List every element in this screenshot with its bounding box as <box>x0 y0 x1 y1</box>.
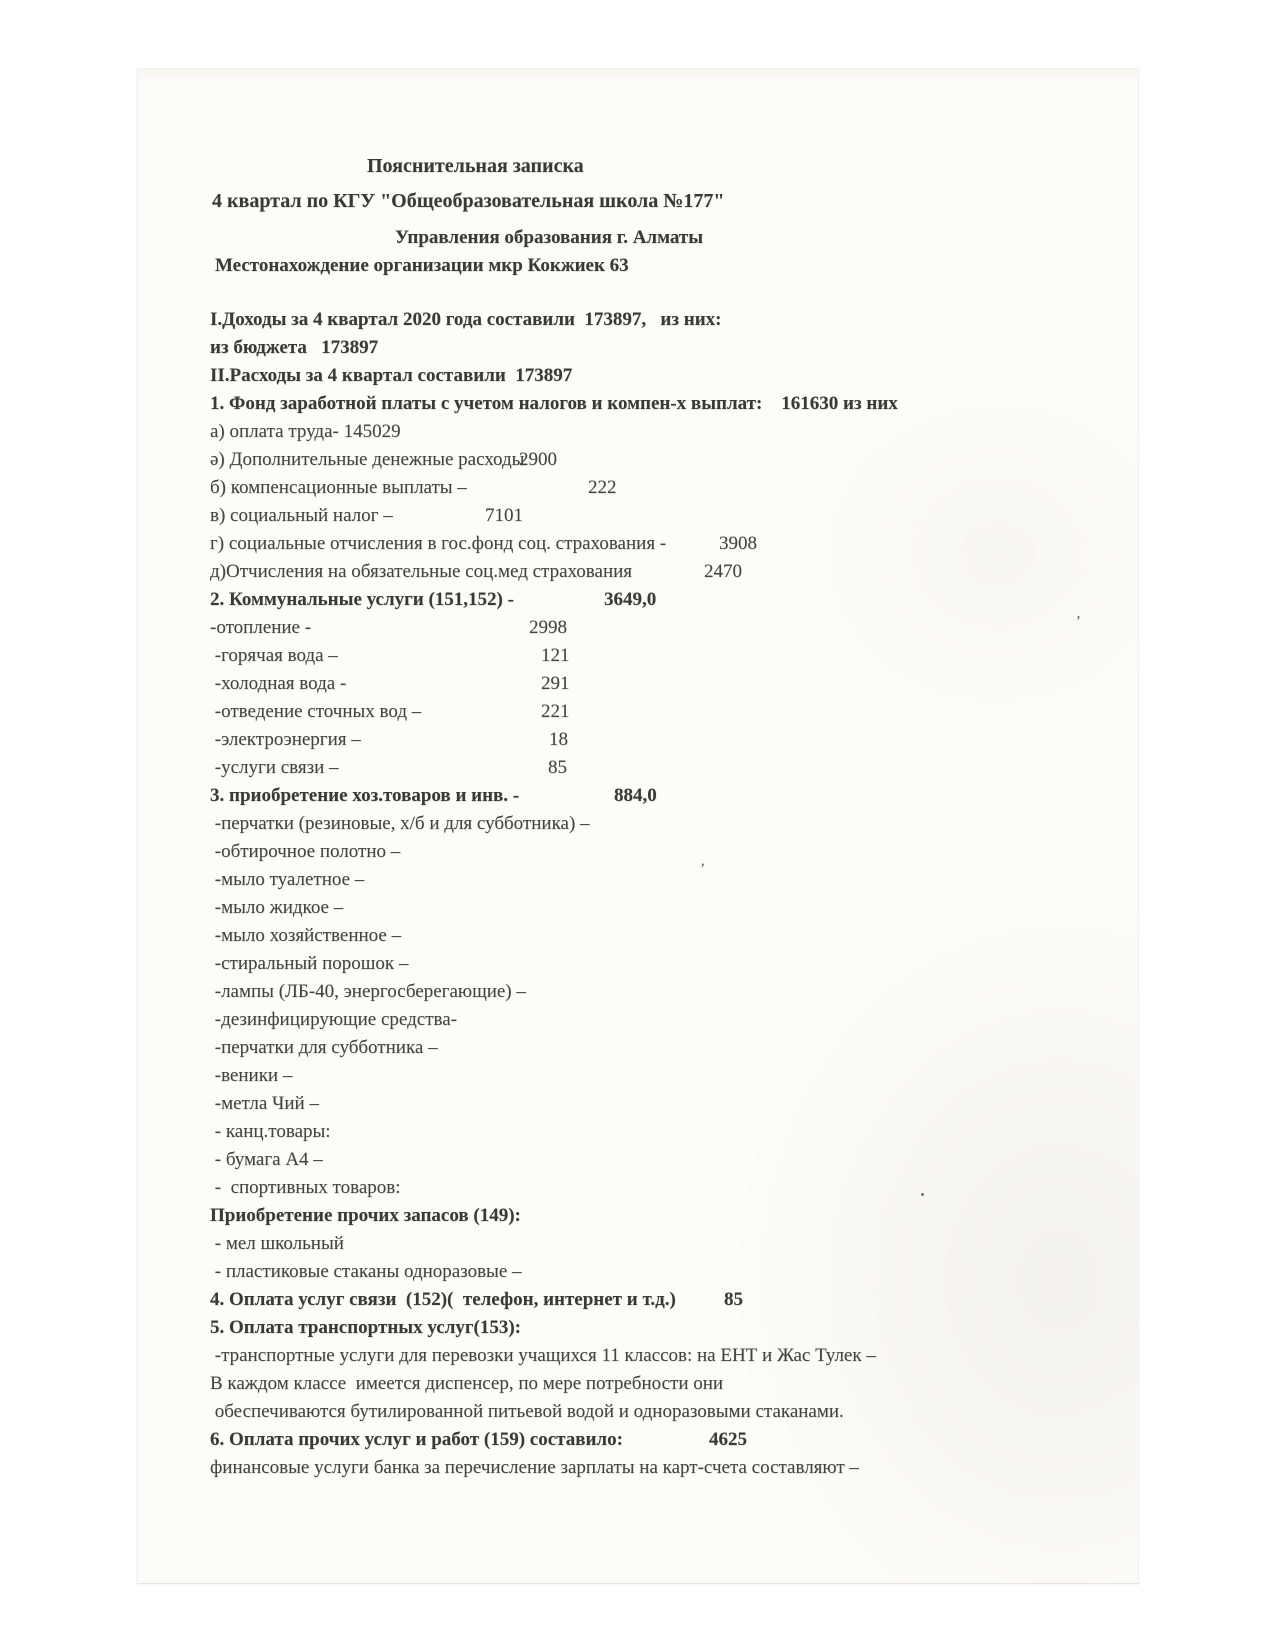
document-line <box>138 558 1138 586</box>
document-line <box>138 306 1138 334</box>
document-line <box>138 1426 1138 1454</box>
line-value: 291 <box>541 673 570 694</box>
line-value: 85 <box>724 1289 743 1310</box>
line-label: -дезинфицирующие средства- <box>210 1009 457 1030</box>
document-line <box>138 446 1138 474</box>
line-label: -стиральный порошок – <box>210 953 409 974</box>
line-label: обеспечиваются бутилированной питьевой водой и одноразовыми стаканами. <box>210 1401 844 1422</box>
document-line <box>138 1062 1138 1090</box>
line-label: -холодная вода - <box>210 673 347 694</box>
line-label: -перчатки (резиновые, х/б и для субботника) – <box>210 813 590 834</box>
line-label: д)Отчисления на обязательные соц.мед страхования <box>210 561 633 582</box>
line-label: -веники – <box>210 1065 293 1086</box>
line-value: 85 <box>548 757 567 778</box>
line-label: -лампы (ЛБ-40, энергосберегающие) – <box>210 981 526 1002</box>
line-label: - мел школьный <box>210 1233 344 1254</box>
line-label: -отопление - <box>210 617 312 638</box>
line-label: -мыло туалетное – <box>210 869 365 890</box>
document-line <box>138 642 1138 670</box>
document-line <box>138 894 1138 922</box>
line-label: -мыло жидкое – <box>210 897 344 918</box>
document-line <box>138 362 1138 390</box>
line-label: -горячая вода – <box>210 645 338 666</box>
document-line <box>138 502 1138 530</box>
line-value: 4625 <box>709 1429 747 1450</box>
document-line <box>138 1006 1138 1034</box>
document-line <box>138 586 1138 614</box>
line-label: I.Доходы за 4 квартал 2020 года составили 173897, из них: <box>210 309 722 330</box>
document-line <box>138 530 1138 558</box>
document-line <box>138 1118 1138 1146</box>
document-line <box>138 390 1138 418</box>
line-value: 7101 <box>485 505 523 526</box>
line-value: 222 <box>588 477 617 498</box>
line-value: 121 <box>541 645 570 666</box>
document-line <box>138 1174 1138 1202</box>
line-label: II.Расходы за 4 квартал составили 173897 <box>210 365 573 386</box>
document-line <box>138 1314 1138 1342</box>
line-label: Приобретение прочих запасов (149): <box>210 1205 521 1226</box>
document-line <box>138 838 1138 869</box>
document-line <box>138 950 1138 978</box>
document-lines <box>138 306 1138 1482</box>
doc-title: Пояснительная записка <box>367 155 584 177</box>
line-label: 6. Оплата прочих услуг и работ (159) составило: <box>210 1429 623 1450</box>
document-line <box>138 1146 1138 1174</box>
line-label: - спортивных товаров: <box>210 1177 401 1198</box>
document-line <box>138 670 1138 698</box>
document-line <box>138 418 1138 446</box>
line-label: -метла Чий – <box>210 1093 319 1114</box>
document-line <box>138 810 1138 838</box>
doc-department: Управления образования г. Алматы <box>395 227 704 248</box>
document-line <box>138 754 1138 782</box>
scan-speck: ’ <box>1076 614 1081 629</box>
doc-location: Местонахождение организации мкр Кокжиек 63 <box>215 255 629 276</box>
line-label: -мыло хозяйственное – <box>210 925 402 946</box>
doc-subtitle: 4 квартал по КГУ "Общеобразовательная школа №177" <box>212 190 725 212</box>
line-label: 2. Коммунальные услуги (151,152) - <box>210 589 514 610</box>
line-label: 5. Оплата транспортных услуг(153): <box>210 1317 521 1338</box>
document-line <box>138 726 1138 754</box>
line-label: - бумага А4 – <box>210 1149 323 1170</box>
line-label: В каждом классе имеется диспенсер, по мере потребности они <box>210 1373 724 1394</box>
document-line <box>138 978 1138 1006</box>
document-line <box>138 782 1138 810</box>
document-line <box>138 1202 1138 1230</box>
line-label: финансовые услуги банка за перечисление зарплаты на карт-счета составляют – <box>210 1457 859 1478</box>
document-content <box>138 69 1138 1583</box>
document-line <box>138 1090 1138 1118</box>
document-line <box>138 1286 1138 1314</box>
document-line <box>138 334 1138 362</box>
document-line <box>138 1454 1138 1482</box>
line-value: 221 <box>541 701 570 722</box>
line-label: - канц.товары: <box>210 1121 331 1142</box>
line-label: г) социальные отчисления в гос.фонд соц. страхования - <box>210 533 667 554</box>
line-label: в) социальный налог – <box>210 505 393 526</box>
document-line <box>138 1258 1138 1286</box>
document-line <box>138 922 1138 950</box>
document-line <box>138 614 1138 642</box>
line-label: из бюджета 173897 <box>210 337 379 358</box>
document-line <box>138 1398 1138 1426</box>
document-line <box>138 1342 1138 1370</box>
scan-speck <box>921 1193 924 1196</box>
line-value: 3908 <box>719 533 757 554</box>
line-value: 2470 <box>704 561 742 582</box>
line-value: 18 <box>549 729 568 750</box>
line-value: 2998 <box>529 617 567 638</box>
document-line <box>138 1230 1138 1258</box>
line-label: б) компенсационные выплаты – <box>210 477 467 498</box>
line-label: -перчатки для субботника – <box>210 1037 438 1058</box>
document-line <box>138 474 1138 502</box>
line-label: - пластиковые стаканы одноразовые – <box>210 1261 522 1282</box>
line-label: -отведение сточных вод – <box>210 701 422 722</box>
line-label: а) оплата труда- 145029 <box>210 421 401 442</box>
document-line <box>138 1034 1138 1062</box>
document-line <box>138 866 1138 894</box>
line-label: -транспортные услуги для перевозки учащихся 11 классов: на ЕНТ и Жас Тулек – <box>210 1345 876 1366</box>
line-label: 4. Оплата услуг связи (152)( телефон, интернет и т.д.) <box>210 1289 676 1310</box>
line-label: -обтирочное полотно – <box>210 841 401 862</box>
line-label: ә) Дополнительные денежные расходы <box>210 449 525 470</box>
document-line <box>138 698 1138 726</box>
line-value: 884,0 <box>614 785 657 806</box>
scan-paper <box>137 68 1139 1584</box>
scan-speck: , <box>701 854 705 869</box>
line-label: 1. Фонд заработной платы с учетом налогов и компен-х выплат: 161630 из них <box>210 393 898 414</box>
line-label: 3. приобретение хоз.товаров и инв. - <box>210 785 520 806</box>
line-label: -услуги связи – <box>210 757 339 778</box>
line-label: -электроэнергия – <box>210 729 361 750</box>
line-value: 2900 <box>519 449 557 470</box>
document-line <box>138 1370 1138 1398</box>
line-value: 3649,0 <box>604 589 657 610</box>
